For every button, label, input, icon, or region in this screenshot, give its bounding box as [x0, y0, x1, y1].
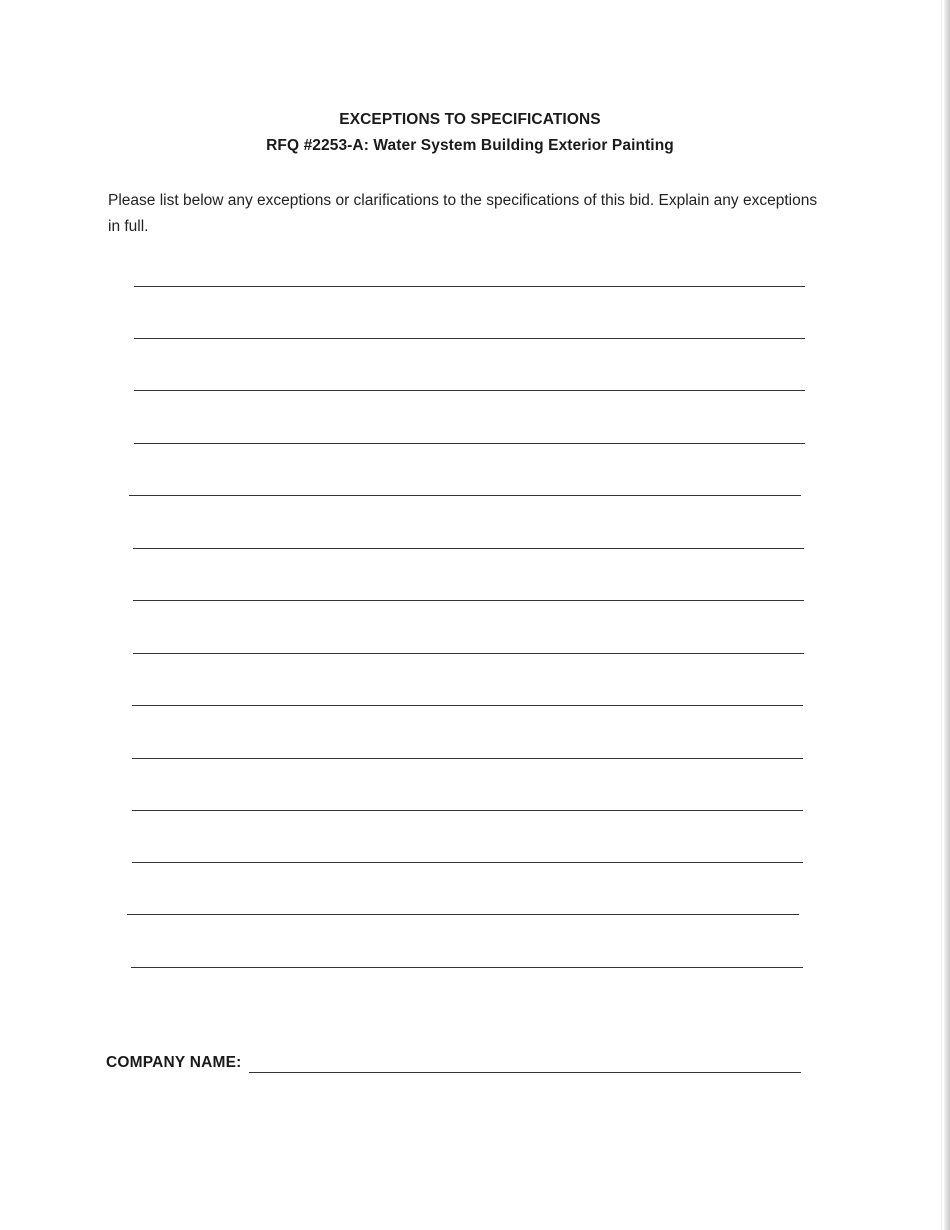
answer-line[interactable]: [132, 810, 803, 811]
company-name-field[interactable]: [249, 1072, 801, 1073]
answer-line[interactable]: [134, 286, 805, 287]
page-subtitle: RFQ #2253-A: Water System Building Exterior Painting: [266, 137, 674, 154]
answer-line[interactable]: [133, 600, 804, 601]
answer-line[interactable]: [129, 495, 801, 496]
answer-line[interactable]: [127, 914, 799, 915]
company-name-label: COMPANY NAME:: [106, 1054, 242, 1071]
page-title: EXCEPTIONS TO SPECIFICATIONS: [339, 111, 601, 128]
answer-line[interactable]: [131, 967, 803, 968]
instructions-text: Please list below any exceptions or clarifications to the specifications of this bid. Explain any exceptions in full.: [108, 192, 818, 235]
scan-edge-line: [941, 0, 942, 1230]
answer-line[interactable]: [134, 390, 805, 391]
answer-line[interactable]: [132, 705, 803, 706]
answer-line[interactable]: [134, 338, 805, 339]
answer-line[interactable]: [134, 443, 805, 444]
scan-edge-shadow: [944, 0, 950, 1230]
answer-line[interactable]: [133, 653, 804, 654]
answer-line[interactable]: [132, 758, 803, 759]
answer-line[interactable]: [133, 548, 804, 549]
answer-line[interactable]: [132, 862, 803, 863]
